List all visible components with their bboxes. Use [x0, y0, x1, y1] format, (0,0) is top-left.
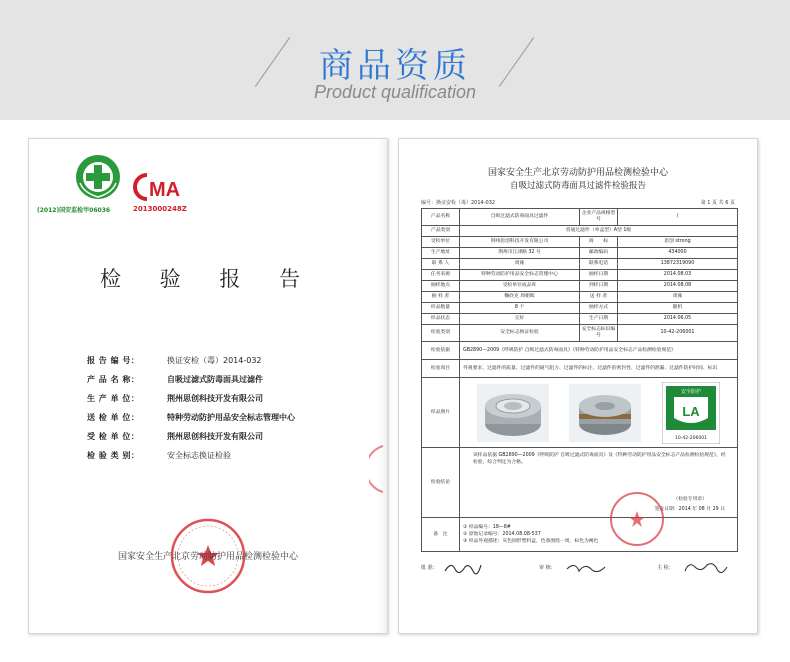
cell-value: 周雍: [618, 292, 738, 303]
issue-date-label: 签发日期：: [654, 507, 679, 513]
cell-value: 13872319090: [618, 259, 738, 270]
info-value: 荆州思创科技开发有限公司: [167, 394, 263, 403]
info-label: 检 验 类 别：: [87, 451, 140, 460]
detail-org-title: 国家安全生产北京劳动防护用品检测检验中心: [487, 168, 668, 178]
cell-label: 检验依据: [422, 342, 460, 360]
cell-label: 检验项目: [422, 360, 460, 378]
approver-signature-icon: [443, 559, 483, 575]
cell-label: 送 样 者: [580, 292, 618, 303]
inspector-signature-icon: [683, 559, 729, 575]
cell-value: 2014.06.05: [618, 314, 738, 325]
safety-logo-caption: (2012)国安监检甲06036: [37, 207, 111, 214]
info-row-product-name: [87, 370, 295, 389]
cell-label: 样品数量: [422, 303, 460, 314]
cell-label: 抽样日期: [580, 270, 618, 281]
cell-label: 受检单位: [422, 237, 460, 248]
cell-label: 联系电话: [580, 259, 618, 270]
cell-value: 随机: [618, 303, 738, 314]
cell-value: 434000: [618, 248, 738, 259]
filter-canister-photo-2: [569, 384, 641, 442]
report-title: 检 验 报 告: [99, 267, 317, 291]
info-row-manufacturer: [87, 389, 295, 408]
header-band: [0, 0, 790, 120]
cell-label: 到样日期: [580, 281, 618, 292]
cma-logo-icon: [133, 171, 189, 203]
table-row: [422, 281, 738, 292]
report-cover-page: [28, 138, 388, 634]
signature-row: [421, 559, 737, 577]
cell-label: 样品状态: [422, 314, 460, 325]
inspection-seal-stamp-icon: [609, 491, 665, 547]
report-detail-page: [398, 138, 758, 634]
cell-value: 鞠欣克 周朝晖: [460, 292, 580, 303]
cell-label: 检验结论: [422, 448, 460, 518]
info-value: 特种劳动防护用品安全标志管理中心: [167, 413, 295, 422]
table-row: [422, 360, 738, 378]
section-subtitle: Product qualification: [313, 82, 477, 102]
table-row: [422, 248, 738, 259]
cell-label: 企业产品规格型号: [580, 209, 618, 226]
cell-label: 任务来源: [422, 270, 460, 281]
filter-canister-photo-1: [477, 384, 549, 442]
la-badge-number: 10-42-206001: [675, 435, 707, 441]
section-title: 商品资质: [319, 46, 471, 86]
edge-seal-stamp-icon: [369, 444, 383, 494]
cell-label: 生产日期: [580, 314, 618, 325]
table-row: [422, 226, 738, 237]
cell-label: 生产地址: [422, 248, 460, 259]
main-inspector-label: 主 检：: [657, 565, 674, 571]
cell-value: /: [618, 209, 738, 226]
cell-label: 样品照片: [422, 378, 460, 448]
cell-label: 联 系 人: [422, 259, 460, 270]
cell-label: 邮政编码: [580, 248, 618, 259]
seal-note: （检验专用章）: [673, 497, 707, 503]
cell-label: 安全标志标识编号: [580, 325, 618, 342]
table-row-conclusion: [422, 448, 738, 518]
info-row-inspected-unit: [87, 427, 295, 446]
table-row-remarks: [422, 518, 738, 552]
remark-line: ① 样品编号：18—8#: [463, 524, 511, 530]
detail-report-title: 自吸过滤式防毒面具过滤件检验报告: [509, 181, 646, 191]
cell-label: 产品名称: [422, 209, 460, 226]
remarks-cell: [460, 518, 738, 552]
cma-logo-text: MA: [149, 179, 181, 201]
cell-value: 外观要求、过滤件的质量、过滤件的通气阻力、过滤件的标注、过滤件的密封性、过滤件的泄漏、过滤件防护时间、标识: [460, 360, 738, 378]
info-value: 自吸过滤式防毒面具过滤件: [167, 375, 263, 384]
detail-meta: [421, 197, 735, 208]
cell-value: GB2890—2009《呼吸防护 自吸过滤式防毒面具》《特种劳动防护用品安全标志产品检测检验规范》: [460, 342, 738, 360]
cell-value: 10-42-206001: [618, 325, 738, 342]
svg-text:LA: LA: [682, 403, 700, 419]
table-row: [422, 209, 738, 226]
cell-value: 自吸过滤式防毒面具过滤件: [460, 209, 580, 226]
cell-label: 备 注: [422, 518, 460, 552]
table-row: [422, 259, 738, 270]
info-row-inspection-type: [87, 446, 295, 465]
info-value: 安全标志换证检验: [167, 451, 231, 460]
cell-label: 检验类别: [422, 325, 460, 342]
cell-value: 8 个: [460, 303, 580, 314]
detail-report-no: 编号：换证安检（毒）2014-032: [421, 200, 496, 206]
info-label: 报 告 编 号：: [87, 356, 140, 365]
info-row-report-no: [87, 351, 295, 370]
la-badge-top-text: 安全防护: [681, 388, 702, 395]
la-safety-mark-photo: [662, 382, 720, 444]
info-label: 产 品 名 称：: [87, 375, 140, 384]
cell-value: 2014.08.08: [618, 281, 738, 292]
table-row: [422, 292, 738, 303]
inspection-table: [421, 208, 738, 552]
cell-label: 商 标: [580, 237, 618, 248]
cell-value: 完好: [460, 314, 580, 325]
table-row: [422, 270, 738, 281]
detail-page-info: 第 1 页 共 6 页: [700, 200, 735, 206]
cell-label: 抽 样 者: [422, 292, 460, 303]
safety-cross-logo-icon: [74, 153, 122, 201]
table-row: [422, 325, 738, 342]
info-row-submitter: [87, 408, 295, 427]
sample-photos: [460, 378, 738, 448]
cell-value: 2014.08.03: [618, 270, 738, 281]
issue-date-line: [655, 507, 725, 513]
report-info-list: [87, 351, 295, 465]
cell-value: 普通过滤件（单盒型）A型 1级: [460, 226, 738, 237]
cell-label: 抽样地点: [422, 281, 460, 292]
cell-label: 产品类别: [422, 226, 460, 237]
table-row: [422, 303, 738, 314]
table-row-photos: [422, 378, 738, 448]
issue-date-value: 2014 年 08 月 29 日: [678, 507, 725, 513]
conclusion-cell: [460, 448, 738, 518]
info-label: 受 检 单 位：: [87, 432, 140, 441]
conclusion-text: 该样品依据 GB2890—2009《呼吸防护 自吸过滤式防毒面具》及《特种劳动防护用品安全标志产品检测检验规范》，经检验，综合判定为合格。: [473, 453, 726, 466]
info-value: 换证安检（毒）2014-032: [167, 356, 262, 365]
cma-logo-caption: 2013000248Z: [133, 205, 187, 213]
info-label: 生 产 单 位：: [87, 394, 140, 403]
cell-label: 抽样方式: [580, 303, 618, 314]
cell-value: 思创 strong: [618, 237, 738, 248]
approve-label: 批 准：: [421, 565, 438, 571]
issuing-authority: 国家安全生产北京劳动防护用品检测检验中心: [117, 552, 298, 562]
cell-value: 荆州思创科技开发有限公司: [460, 237, 580, 248]
info-label: 送 检 单 位：: [87, 413, 140, 422]
review-label: 审 核：: [539, 565, 556, 571]
remark-line: ② 原始记录编号：2014.08.08-537: [463, 531, 541, 537]
reviewer-signature-icon: [565, 559, 611, 575]
cell-value: 荆州市江津路 32 号: [460, 248, 580, 259]
cell-value: 受检单位成品库: [460, 281, 580, 292]
cell-value: 特种劳动防护用品安全标志管理中心: [460, 270, 580, 281]
table-row: [422, 314, 738, 325]
cell-value: 安全标志换证检验: [460, 325, 580, 342]
cell-value: 周雍: [460, 259, 580, 270]
info-value: 荆州思创科技开发有限公司: [167, 432, 263, 441]
table-row: [422, 342, 738, 360]
table-row: [422, 237, 738, 248]
remark-line: ③ 样品外观描述：灰色圆形塑料盒，色条围绕一周，标色为褐色: [463, 539, 599, 545]
